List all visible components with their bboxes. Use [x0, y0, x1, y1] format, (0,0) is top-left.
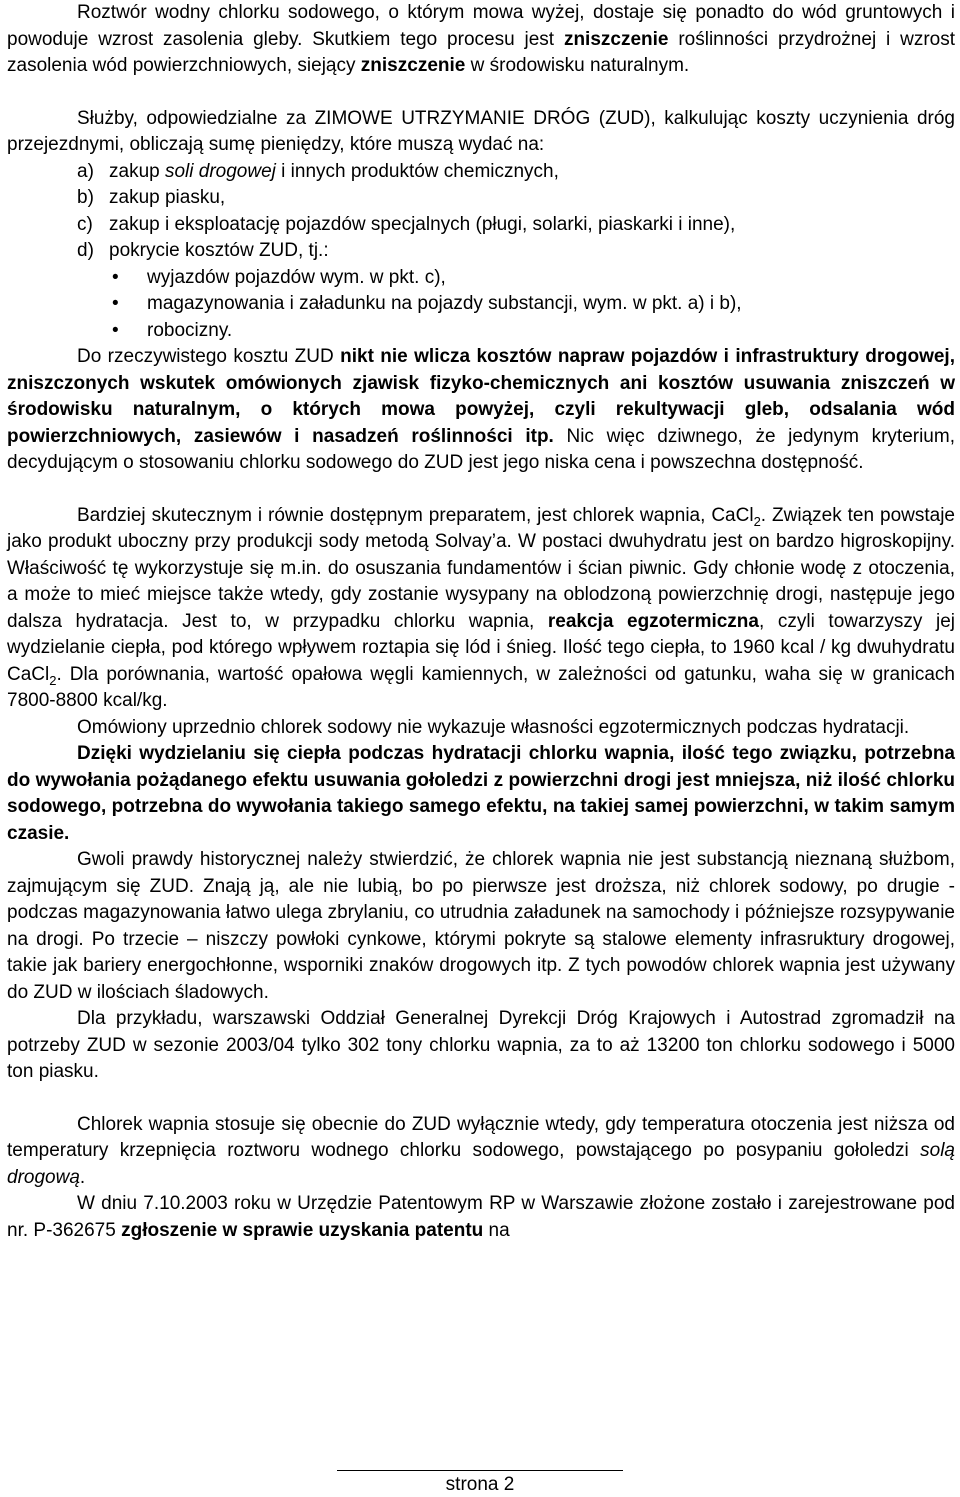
text: Gwoli prawdy historycznej należy stwierdzić, że chlorek wapnia nie jest substancją nieznaną służbom, zajmującym się ZUD. Znają ją, ale nie lubią, bo po pierwsze jest droższa, niż chlorek sodowy, po drugie - podczas magazynowania łatwo ulega zbrylaniu, co utrudnia załadunek na samochody i późniejsze rozsypywanie na drogi. Po trzecie – niszczy powłoki cynkowe, którymi pokryte są stalowe elementy infrasruktury drogowej, takie jak bariery energochłonne, wsporniki znaków drogowych itp. Z tych powodów chlorek wapnia jest używany do ZUD w ilościach śladowych.	[7, 849, 955, 1003]
list-item	[7, 185, 955, 212]
paragraph-patent	[7, 1191, 955, 1244]
paragraph-history	[7, 847, 955, 1006]
text: i innych produktów chemicznych,	[275, 160, 559, 182]
list-label: b)	[77, 187, 94, 208]
spacer	[7, 1086, 955, 1112]
italic-text: soli drogowej	[164, 160, 276, 182]
bold-text: zniszczenie	[563, 28, 669, 50]
text: zakup i eksploatację pojazdów specjalnych (pługi, solarki, piaskarki i inne),	[109, 213, 736, 235]
bold-text: zgłoszenie w sprawie uzyskania patentu	[121, 1219, 484, 1241]
paragraph-heat-effect	[7, 741, 955, 847]
list-item	[7, 159, 955, 186]
text: robocizny.	[147, 319, 233, 341]
text: magazynowania i załadunku na pojazdy substancji, wym. w pkt. a) i b),	[147, 293, 742, 314]
spacer	[7, 477, 955, 503]
paragraph-calcium-chloride	[7, 503, 955, 715]
text: , czyli towarzyszy jej wydzielanie ciepła, pod którego wpływem roztapia się lód i śnieg. Ilość tego ciepła, to 1960 kcal / kg dwuhydratu CaCl	[7, 610, 956, 685]
bullet-icon: •	[112, 293, 119, 314]
text: na	[483, 1219, 510, 1241]
list-item	[7, 238, 955, 265]
bullet-item	[7, 265, 955, 292]
italic-text: solą drogową	[7, 1140, 955, 1188]
text: zakup piasku,	[109, 187, 226, 208]
bullet-item	[7, 291, 955, 318]
text: Omówiony uprzednio chlorek sodowy nie wykazuje własności egzotermicznych podczas hydratacji.	[77, 716, 910, 738]
list-label: a)	[77, 160, 94, 182]
text: Dla przykładu, warszawski Oddział Generalnej Dyrekcji Dróg Krajowych i Autostrad zgromadził na potrzeby ZUD w sezonie 2003/04 tylko 302 tony chlorku wapnia, za to aż 13200 ton chlorku sodowego i 5000 ton piasku.	[7, 1008, 955, 1082]
bold-text: Dzięki wydzielaniu się ciepła podczas hydratacji chlorku wapnia, ilość tego związku, potrzebna do wywołania pożądanego efektu usuwania gołoledzi z powierzchni drogi jest mniejsza, niż ilość chlorku sodowego, potrzebna do wywołania takiego samego efektu, na takiej samej powierzchni, w takim samym czasie.	[7, 743, 955, 844]
bold-text: nikt nie wlicza kosztów napraw pojazdów i infrastruktury drogowej, zniszczonych wskutek omówionych zjawisk fizyko-chemicznych ani kosztów usuwania zniszczeń w środowisku naturalnym, o których mowa powyżej, czyli rekultywacji gleb, odsalania wód powierzchniowych, zasiewów i nasadzeń roślinności itp.	[7, 346, 955, 447]
text: . Związek ten powstaje jako produkt uboczny przy produkcji sody metodą Solvay’a. W postaci dwuhydratu jest on bardzo higroskopijny. Właściwość tę wykorzystuje się m.in. do osuszania fundamentów i ścian piwnic. Gdy chłonie wodę z otoczenia, a może to mieć miejsce także wtedy, gdy zostanie wysypany na oblodzoną powierzchnię drogi, następuje jego dalsza hydratacja. Jest to, w przypadku chlorku wapnia,	[7, 504, 955, 632]
text: .	[79, 1166, 86, 1188]
paragraph-current-use	[7, 1112, 955, 1192]
text: w środowisku naturalnym.	[465, 55, 690, 76]
paragraph-example	[7, 1006, 955, 1086]
text: Bardziej skutecznym i równie dostępnym preparatem, jest chlorek wapnia, CaCl	[77, 504, 754, 526]
bullet-icon: •	[112, 319, 119, 341]
subscript: 2	[49, 672, 57, 688]
text: pokrycie kosztów ZUD, tj.:	[109, 240, 329, 261]
text: Roztwór wodny chlorku sodowego, o którym mowa wyżej, dostaje się ponadto do wód gruntowych i powoduje wzrost zasolenia gleby. Skutkiem tego procesu jest	[7, 2, 955, 50]
bullet-list	[7, 265, 955, 345]
text: wyjazdów pojazdów wym. w pkt. c),	[147, 266, 446, 288]
text: roślinności przydrożnej i wzrost zasolenia wód powierzchniowych, siejący	[7, 28, 955, 76]
text: W dniu 7.10.2003 roku w Urzędzie Patentowym RP w Warszawie złożone zostało i zarejestrowane pod nr. P-362675	[7, 1193, 955, 1241]
paragraph-real-cost	[7, 344, 955, 477]
text: zakup	[109, 160, 165, 182]
bold-text: reakcja egzotermiczna	[547, 610, 759, 632]
list-item	[7, 212, 955, 239]
list-label: c)	[77, 213, 93, 235]
bullet-icon: •	[112, 266, 119, 288]
bold-text: zniszczenie	[360, 55, 466, 76]
paragraph-zud-costs	[7, 106, 955, 159]
page-number: strona 2	[445, 1474, 515, 1495]
subscript: 2	[753, 513, 761, 529]
text: Służby, odpowiedzialne za ZIMOWE UTRZYMANIE DRÓG (ZUD), kalkulując koszty uczynienia dróg przejezdnymi, obliczają sumę pieniędzy, które muszą wydać na:	[7, 107, 955, 155]
bullet-item	[7, 318, 955, 345]
list-label: d)	[77, 240, 94, 261]
text: Do rzeczywistego kosztu ZUD	[77, 346, 341, 367]
text: Chlorek wapnia stosuje się obecnie do ZUD wyłącznie wtedy, gdy temperatura otoczenia jest niższa od temperatury krzepnięcia roztworu wodnego chlorku sodowego, powstającego po posypaniu gołoledzi	[7, 1113, 955, 1161]
text: . Dla porównania, wartość opałowa węgli kamiennych, w zależności od gatunku, waha się w granicach 7800-8800 kcal/kg.	[7, 663, 955, 711]
spacer	[7, 80, 955, 106]
paragraph-sodium-chloride	[7, 715, 955, 742]
cost-list	[7, 159, 955, 265]
document-page	[7, 0, 955, 1244]
footer-divider	[337, 1470, 623, 1471]
text: Nic więc dziwnego, że jedynym kryterium, decydującym o stosowaniu chlorku sodowego do ZUD jest jego niska cena i powszechna dostępność.	[7, 425, 955, 473]
paragraph-salt-damage	[7, 0, 955, 80]
